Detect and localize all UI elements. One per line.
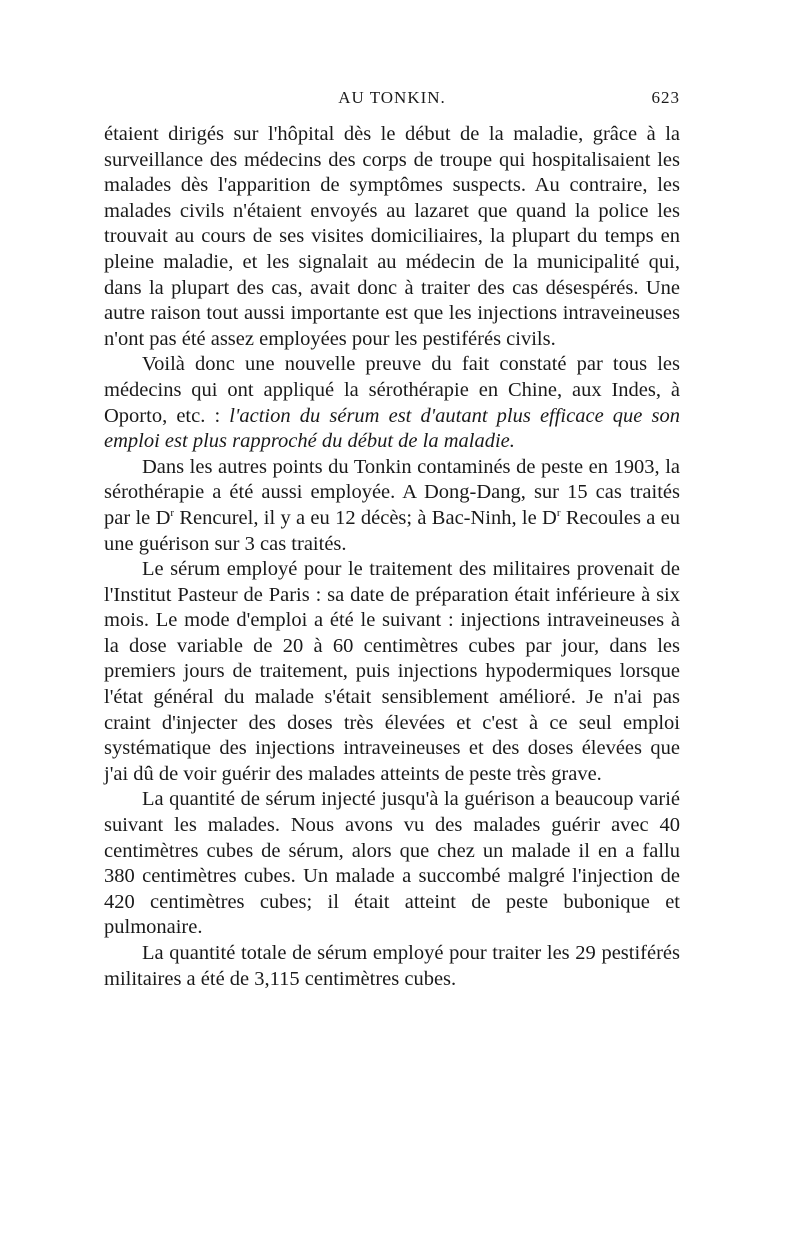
paragraph-5 <box>104 787 680 941</box>
page-header <box>104 88 680 116</box>
paragraph-2-italic-quote: l'action du sérum est d'autant plus efficace que son emploi est plus rapproché du début de la maladie. <box>104 404 680 453</box>
body-text <box>104 122 680 992</box>
paragraph-3 <box>104 455 680 557</box>
paragraph-3-text-b: Rencurel, il y a eu 12 décès; à Bac-Ninh, le D <box>174 506 557 529</box>
paragraph-2 <box>104 352 680 454</box>
paragraph-3-text-c: Recoules a eu une guérison sur 3 cas traités. <box>104 506 681 555</box>
doctor-abbrev-sup-1: r <box>170 507 175 520</box>
paragraph-6 <box>104 941 680 992</box>
paragraph-6-text: La quantité totale de sérum employé pour traiter les 29 pestiférés militaires a été de 3,115 centimètres cubes. <box>104 942 680 990</box>
running-title: AU TONKIN. <box>338 88 446 107</box>
paragraph-4 <box>104 557 680 787</box>
paragraph-1 <box>104 122 680 352</box>
paragraph-4-text: Le sérum employé pour le traitement des militaires provenait de l'Institut Pasteur de Paris : sa date de préparation était inférieure à six mois. Le mode d'emploi a été le suivant : injections intraveineuses à la dose variable de 20 à 60 centimètres cubes par jour, dans les premiers jours de traitement, puis injections hypodermiques lorsque l'état général du malade s'était sensiblement amélioré. Je n'ai pas craint d'injecter des doses très élevées et c'est à ce seul emploi systématique des injections intraveineuses et des doses élevées que j'ai dû de voir guérir des malades atteints de peste très grave. <box>104 558 680 785</box>
doctor-abbrev-sup-2: r <box>556 507 561 520</box>
page-number: 623 <box>651 88 680 107</box>
paragraph-1-text: étaient dirigés sur l'hôpital dès le début de la maladie, grâce à la surveillance des médecins des corps de troupe qui hospitalisaient les malades dès l'apparition de symptômes suspects. Au contraire, les malades civils n'étaient envoyés au lazaret que quand la police les trouvait au cours de ses visites domiciliaires, la plupart du temps en pleine maladie, et les signalait au médecin de la municipalité qui, dans la plupart des cas, avait donc à traiter des cas désespérés. Une autre raison tout aussi importante est que les injections intraveineuses n'ont pas été assez employées pour les pestiférés civils. <box>104 123 680 350</box>
paragraph-3-text-a: Dans les autres points du Tonkin contaminés de peste en 1903, la sérothérapie a été aussi employée. A Dong-Dang, sur 15 cas traités par le D <box>104 455 680 529</box>
paragraph-2-text: Voilà donc une nouvelle preuve du fait constaté par tous les médecins qui ont appliqué la sérothérapie en Chine, aux Indes, à Oporto, etc. : <box>104 353 680 427</box>
paragraph-5-text: La quantité de sérum injecté jusqu'à la guérison a beaucoup varié suivant les malades. Nous avons vu des malades guérir avec 40 centimètres cubes de sérum, alors que chez un malade il en a fallu 380 centimètres cubes. Un malade a succombé malgré l'injection de 420 centimètres cubes; il était atteint de peste bubonique et pulmonaire. <box>104 788 680 939</box>
